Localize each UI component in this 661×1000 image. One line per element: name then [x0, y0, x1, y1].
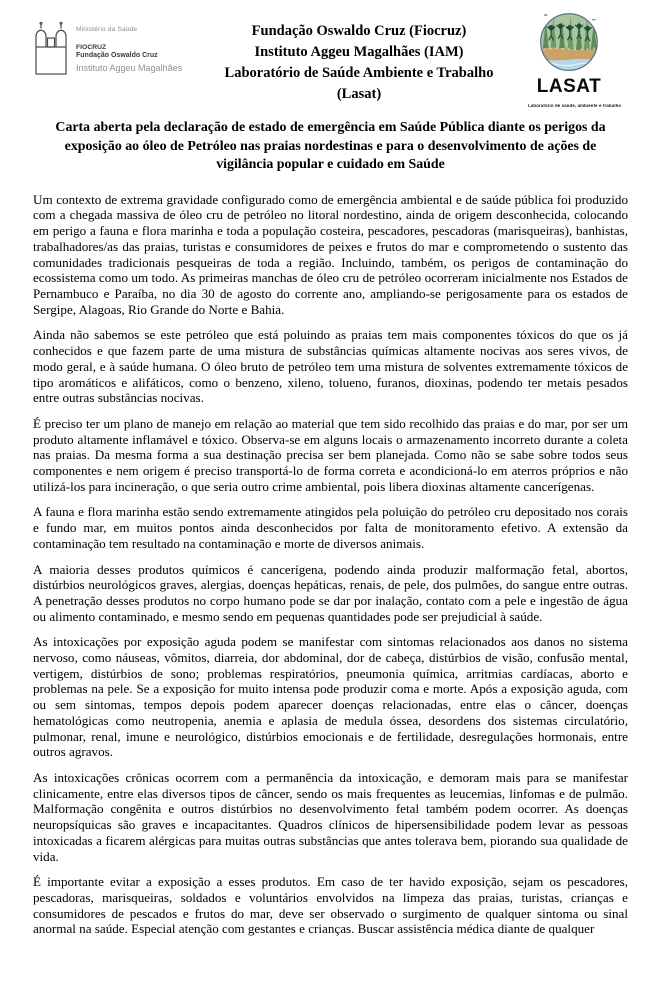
foundation-label: Fundação Oswaldo Cruz [76, 52, 158, 59]
paragraph-1: Um contexto de extrema gravidade configurado como de emergência ambiental e de saúde pública foi produzido com a chegada massiva de óleo cru de petróleo no litoral nordestino, ainda de origem desconhecida, colocando em perigo a fauna e flora marinha e toda a população costeira, pescadores, pescadoras (marisqueiras), banhistas, trabalhadores/as das praias, turistas e consumidores de peixes e frutos do mar e comprometendo o sustento das comunidades tradicionais pesqueiras de toda a região. Incluindo, também, os perigos de contaminação do ecossistema como um todo. As primeiras manchas de óleo cru de petróleo ocorreram inicialmente nos Estados de Pernambuco e Paraíba, no dia 30 de agosto do corrente ano, ampliando-se perigosamente para os estados de Sergipe, Alagoas, Rio Grande do Norte e Bahia. [33, 191, 628, 317]
fiocruz-logo [33, 8, 208, 83]
lasat-acronym: LASAT [536, 76, 602, 97]
paragraph-6: As intoxicações por exposição aguda podem se manifestar com sintomas relacionados aos danos no sistema nervoso, como náuseas, vômitos, diarreia, dor abdominal, dor de cabeça, distúrbios de visão, confusão mental, vertigem, distúrbios de sono; problemas respiratórios, pneumonia química, arritmias cardíacas, aborto e problemas na pele. Se a exposição for muito intensa pode produzir coma e morte. Após a exposição aguda, com ou sem sintomas, tempos depois podem aparecer doenças relacionadas, entre elas o câncer, doenças hematológicas como neutropenia, anemia e aplasia de medula óssea, desordens dos sistemas circulatório, pulmonar, renal, imune e neurológico, distúrbios emocionais e de fertilidade, desregulações hormonais, entre outros agravos. [33, 634, 628, 760]
institution-line-1: Fundação Oswaldo Cruz (Fiocruz) [251, 23, 467, 39]
document-body [33, 192, 628, 937]
paragraph-8: É importante evitar a exposição a esses produtos. Em caso de ter havido exposição, sejam os pescadores, pescadoras, marisqueiras, soldados e voluntários envolvidos na limpeza das praias, turistas, crianças e consumidores de pescados e frutos do mar, deve ser observado o surgimento de qualquer sintoma ou sinal anormal na saúde. Especial atenção com gestantes e crianças. Buscar assistência médica diante de qualquer [33, 874, 628, 937]
letterhead-institution [208, 21, 510, 105]
fiocruz-brand-label: FIOCRUZ [76, 44, 107, 51]
institute-label: Instituto Aggeu Magalhães [76, 63, 183, 73]
paragraph-2: Ainda não sabemos se este petróleo que está poluindo as praias tem mais componentes tóxicos do que os já conhecidos e que fazem parte de uma mistura de substâncias químicas altamente nocivas aos seres vivos, de modo geral, e à saúde humana. O óleo bruto de petróleo tem uma mistura de solventes extremamente tóxicos de tipo aromáticos e alifáticos, como o benzeno, xileno, tolueno, furanos, dioxinas, podendo ter metais pesados entre outras substâncias nocivas. [33, 327, 628, 406]
lasat-caption: Laboratório de saúde, ambiente e trabalho [528, 104, 622, 109]
paragraph-5: A maioria desses produtos químicos é cancerígena, podendo ainda produzir malformação fetal, abortos, distúrbios neurológicos graves, alergias, doenças hepáticas, renais, de pele, dos pulmões, do sangue entre outras. A penetração desses produtos no corpo humano pode se dar por inalação, contato com a pele e ingestão de água ou alimento contaminado, e mesmo sendo em pequenas quantidades pode ser prejudicial à saúde. [33, 561, 628, 624]
paragraph-3: É preciso ter um plano de manejo em relação ao material que tem sido recolhido das praias e do mar, por ser um produto altamente inflamável e tóxico. Observa-se em alguns locais o armazenamento incorreto durante a coleta nas praias. Da mesma forma a sua destinação precisa ser bem planejada. Como não se sabe sobre todos seus componentes e nem origem é preciso transportá-lo de forma correta e acondicioná-lo em aterros próprios e não utilizá-los para incineração, o que seria outro crime ambiental, pois libera dioxinas altamente cancerígenas. [33, 415, 628, 494]
lasat-logo-icon [538, 10, 600, 74]
fiocruz-text-block [76, 26, 182, 83]
lasat-logo [510, 10, 628, 113]
paragraph-4: A fauna e flora marinha estão sendo extremamente atingidos pela poluição do petróleo cru depositado nos corais e fundo mar, em muitos pontos ainda desconhecidos por falta de monitoramento efetivo. A extensão da contaminação tem resultado na contaminação e morte de diversos animais. [33, 504, 628, 551]
fiocruz-castle-icon [33, 20, 69, 83]
institution-line-2: Instituto Aggeu Magalhães (IAM) [254, 44, 464, 60]
document-title: Carta aberta pela declaração de estado de emergência em Saúde Pública diante os perigos da exposição ao óleo de Petróleo nas praias nordestinas e para o desenvolvimento de ações de vigilância popular e cuidado em Saúde [55, 120, 606, 173]
paragraph-7: As intoxicações crônicas ocorrem com a permanência da intoxicação, e demoram mais para se manifestar clinicamente, entre elas diversos tipos de câncer, sendo os mais frequentes as leucemias, linfomas e de pulmão. Malformação congênita e outros distúrbios no desenvolvimento fetal também podem ocorrer. As doenças neuropsíquicas são graves e incapacitantes. Quadros clínicos de hipersensibilidade podem levar as pessoas intoxicadas a ficarem alérgicas para muitas outras substâncias que antes tolerava bem, piorando sua qualidade de vida. [33, 769, 628, 864]
ministry-label: Ministério da Saúde [76, 26, 138, 33]
letterhead [33, 8, 628, 109]
institution-line-3: Laboratório de Saúde Ambiente e Trabalho (Lasat) [224, 65, 494, 102]
